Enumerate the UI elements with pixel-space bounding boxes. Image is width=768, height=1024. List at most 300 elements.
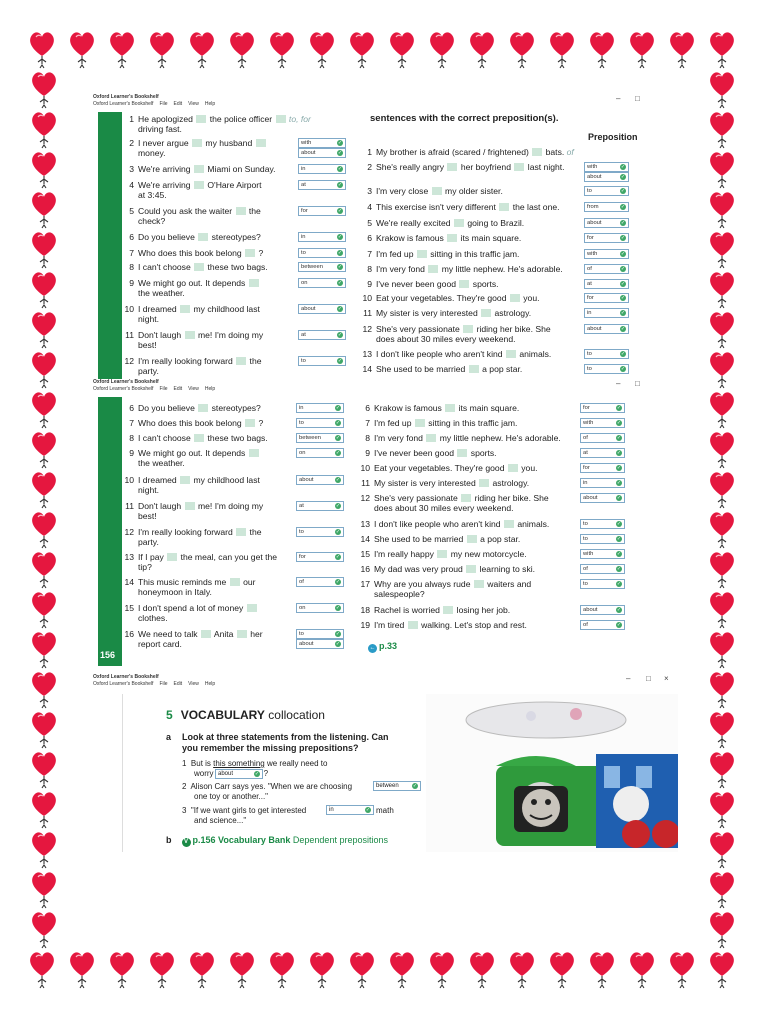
answer-field[interactable]: in ✓ (584, 308, 629, 318)
item-text-line2: party. (138, 366, 159, 376)
blank-gap (532, 148, 542, 156)
blank-gap (194, 263, 204, 271)
item-text: He apologized the police officer to, for (138, 114, 311, 124)
window-1 (90, 92, 650, 379)
item-text: I'm really looking forward the (138, 356, 262, 366)
check-icon: ✓ (620, 351, 626, 357)
blank-gap (237, 630, 247, 638)
page-edge (122, 694, 123, 852)
answer-field[interactable]: about ✓ (298, 304, 346, 314)
check-icon: ✓ (620, 295, 626, 301)
blank-gap (185, 331, 195, 339)
item-number: 8 (129, 262, 134, 272)
check-icon: ✓ (620, 220, 626, 226)
close-button[interactable]: × (664, 674, 669, 683)
check-icon: ✓ (337, 208, 343, 214)
answer-field[interactable]: to ✓ (298, 356, 346, 366)
answer-field[interactable]: about ✓ (296, 639, 344, 649)
page-link[interactable]: ← p.33 (369, 641, 398, 651)
item-text: We're arriving O'Hare Airport (138, 180, 262, 190)
menu-help[interactable]: Help (204, 101, 216, 107)
check-icon: ✓ (365, 807, 371, 813)
heart-icon (626, 28, 658, 76)
heart-icon (346, 948, 378, 996)
item-number: 11 (125, 501, 134, 511)
check-icon: ✓ (616, 420, 622, 426)
blank-gap (249, 279, 259, 287)
heart-icon (226, 28, 258, 76)
blank-gap (408, 621, 418, 629)
answer-field[interactable]: at ✓ (296, 501, 344, 511)
item-number: 10 (124, 304, 134, 314)
answer-field[interactable]: of ✓ (580, 433, 625, 443)
item-text: Who does this book belong ? (138, 418, 264, 428)
statement-1-line2: worry ? (194, 769, 269, 778)
blank-gap (201, 630, 211, 638)
item-number: 10 (360, 463, 370, 473)
item-text: I don't spend a lot of money (138, 603, 258, 613)
exercise-item (358, 162, 598, 172)
check-icon: ✓ (620, 266, 626, 272)
blank-gap (432, 187, 442, 195)
answer-field[interactable]: from ✓ (584, 202, 629, 212)
answer-field[interactable]: to ✓ (584, 364, 629, 374)
item-text: She's very passionate riding her bike. She (374, 493, 549, 503)
answer-field[interactable]: at ✓ (584, 279, 629, 289)
blank-gap (167, 553, 177, 561)
item-number: 6 (365, 403, 370, 413)
item-text-line2: best! (138, 340, 157, 350)
check-icon: ✓ (337, 140, 343, 146)
exercise-item (356, 448, 596, 458)
menu-edit[interactable]: Edit (173, 386, 183, 392)
check-icon: ✓ (616, 566, 622, 572)
minimize-button[interactable]: – (626, 674, 631, 683)
blank-gap (417, 250, 427, 258)
check-icon: ✓ (620, 281, 626, 287)
heart-icon (426, 28, 458, 76)
item-text-line2: driving fast. (138, 124, 182, 134)
blank-gap (428, 265, 438, 273)
item-text: Why are you always rude waiters and (374, 579, 532, 589)
answer-field[interactable]: for ✓ (296, 552, 344, 562)
heart-icon (666, 948, 698, 996)
blank-gap (445, 404, 455, 412)
blank-gap (236, 207, 246, 215)
item-number: 11 (363, 308, 372, 318)
handwritten-answer: to, for (286, 114, 311, 124)
answer-field[interactable]: about ✓ (584, 324, 629, 334)
check-icon: ✓ (616, 607, 622, 613)
heart-icon (306, 28, 338, 76)
answer-field[interactable]: with ✓ (298, 138, 346, 148)
menu-file[interactable]: File (159, 681, 168, 687)
exercise-item (356, 403, 596, 413)
blank-gap (454, 219, 464, 227)
item-number: 7 (129, 418, 134, 428)
heart-icon (346, 28, 378, 76)
check-icon: ✓ (616, 495, 622, 501)
check-icon: ✓ (616, 480, 622, 486)
item-text: Don't laugh me! I'm doing my (138, 330, 264, 340)
blank-gap (457, 449, 467, 457)
heart-icon (506, 28, 538, 76)
item-text: My brother is afraid (scared / frightened) bats. of (376, 147, 574, 157)
item-text: We're arriving Miami on Sunday. (138, 164, 276, 174)
check-icon: ✓ (337, 306, 343, 312)
check-icon: ✓ (335, 420, 341, 426)
answer-field[interactable]: in ✓ (298, 232, 346, 242)
answer-field[interactable]: to ✓ (584, 186, 629, 196)
item-text: If I pay the meal, can you get the (138, 552, 278, 562)
item-text: I'm very close my older sister. (376, 186, 503, 196)
item-number: 12 (360, 493, 370, 503)
item-number: 9 (365, 448, 370, 458)
check-icon: ✓ (620, 204, 626, 210)
menu-edit[interactable]: Edit (173, 681, 183, 687)
item-number: 8 (129, 433, 134, 443)
statement-3-line2: and science..." (194, 816, 247, 825)
exercise-item (358, 279, 598, 289)
answer-field[interactable]: to ✓ (580, 579, 625, 589)
answer-field[interactable]: to ✓ (296, 527, 344, 537)
answer-field[interactable]: for ✓ (584, 293, 629, 303)
menu-help[interactable]: Help (204, 681, 216, 687)
item-number: 14 (362, 364, 372, 374)
item-text: I don't like people who aren't kind animals. (376, 349, 552, 359)
heart-icon (426, 948, 458, 996)
item-number: 14 (124, 577, 134, 587)
answer-field[interactable]: to ✓ (584, 349, 629, 359)
blank-gap (198, 404, 208, 412)
check-icon: ✓ (335, 605, 341, 611)
page-number: 156 (100, 650, 116, 660)
item-text: I'm fed up sitting in this traffic jam. (374, 418, 518, 428)
item-number: 11 (361, 478, 370, 488)
item-text: I never argue my husband (138, 138, 267, 148)
answer-field[interactable]: to ✓ (580, 519, 625, 529)
check-icon: ✓ (335, 554, 341, 560)
answer-field[interactable]: for ✓ (298, 206, 346, 216)
item-text: Rachel is worried losing her job. (374, 605, 511, 615)
answer-field[interactable]: of ✓ (580, 620, 625, 630)
window-title: Oxford Learner's Bookshelf (93, 94, 159, 100)
answer-field[interactable]: with ✓ (580, 549, 625, 559)
item-text: She used to be married a pop star. (376, 364, 523, 374)
blank-gap (194, 434, 204, 442)
blank-gap (504, 520, 514, 528)
menu-app[interactable]: Oxford Learner's Bookshelf (93, 386, 154, 392)
heart-icon (386, 948, 418, 996)
blank-gap (276, 115, 286, 123)
check-icon: ✓ (337, 234, 343, 240)
blank-gap (466, 565, 476, 573)
exercise-header: sentences with the correct preposition(s). (370, 113, 559, 124)
check-icon: ✓ (335, 529, 341, 535)
answer-field[interactable]: to ✓ (296, 418, 344, 428)
item-number: 13 (360, 519, 370, 529)
item-text: I can't choose these two bags. (138, 433, 268, 443)
answer-field[interactable]: about ✓ (296, 475, 344, 485)
answer-field[interactable]: in ✓ (296, 403, 344, 413)
heart-icon (266, 28, 298, 76)
item-text: I'm tired walking. Let's stop and rest. (374, 620, 527, 630)
toy-picture (426, 694, 678, 852)
blank-gap (180, 476, 190, 484)
vocab-bank-link[interactable]: V p.156 Vocabulary Bank (182, 835, 291, 845)
item-number: 4 (367, 202, 372, 212)
heart-icon (546, 948, 578, 996)
heart-icon (66, 28, 98, 76)
item-text: This exercise isn't very different the last one. (376, 202, 560, 212)
check-icon: ✓ (620, 164, 626, 170)
item-number: 3 (367, 186, 372, 196)
answer-field[interactable]: on ✓ (296, 448, 344, 458)
check-icon: ✓ (337, 358, 343, 364)
answer-field[interactable]: at ✓ (580, 448, 625, 458)
check-icon: ✓ (337, 264, 343, 270)
heart-icon (626, 948, 658, 996)
item-text: My dad was very proud learning to ski. (374, 564, 536, 574)
check-icon: ✓ (337, 182, 343, 188)
answer-field[interactable]: for ✓ (580, 403, 625, 413)
answer-field[interactable]: in ✓ (326, 805, 374, 815)
arrow-icon: V (182, 838, 191, 847)
item-number: 2 (367, 162, 372, 172)
answer-field[interactable]: between ✓ (298, 262, 346, 272)
item-text: Who does this book belong ? (138, 248, 264, 258)
exercise-item (356, 463, 596, 473)
item-text-line2: money. (138, 148, 166, 158)
item-number: 6 (367, 233, 372, 243)
section-heading: 5 VOCABULARY collocation (166, 708, 325, 722)
item-number: 1 (129, 114, 134, 124)
answer-field[interactable]: in ✓ (298, 164, 346, 174)
blank-gap (461, 494, 471, 502)
question-b: b V p.156 Vocabulary Bank Dependent prepositions (166, 835, 388, 845)
item-text-line2: check? (138, 216, 166, 226)
exercise-item (356, 433, 596, 443)
blank-gap (245, 249, 255, 257)
item-text: I'm really happy my new motorcycle. (374, 549, 527, 559)
check-icon: ✓ (335, 641, 341, 647)
check-icon: ✓ (335, 450, 341, 456)
item-text-line2: clothes. (138, 613, 168, 623)
item-number: 9 (129, 278, 134, 288)
item-text-line2: the weather. (138, 458, 185, 468)
answer-field[interactable]: with ✓ (584, 249, 629, 259)
answer-field[interactable]: to ✓ (296, 629, 344, 639)
blank-gap (198, 233, 208, 241)
item-number: 14 (360, 534, 370, 544)
item-number: 6 (129, 232, 134, 242)
item-number: 12 (124, 527, 134, 537)
menu-file[interactable]: File (159, 101, 168, 107)
check-icon: ✓ (616, 551, 622, 557)
heart-icon (226, 948, 258, 996)
item-number: 13 (124, 552, 134, 562)
blank-gap (236, 357, 246, 365)
item-text-line2: does about 30 miles every weekend. (376, 334, 516, 344)
maximize-button[interactable]: □ (635, 94, 640, 103)
item-text: We might go out. It depends (138, 448, 260, 458)
item-text: I dreamed my childhood last (138, 475, 260, 485)
blank-gap (459, 280, 469, 288)
answer-field[interactable]: at ✓ (298, 330, 346, 340)
item-text-line2: night. (138, 485, 160, 495)
heart-icon (466, 28, 498, 76)
menu-view[interactable]: View (188, 386, 199, 392)
item-text: I've never been good sports. (374, 448, 497, 458)
handwritten-answer: of (564, 147, 574, 157)
check-icon: ✓ (620, 188, 626, 194)
item-text: Eat your vegetables. They're good you. (376, 293, 540, 303)
blank-gap (192, 139, 202, 147)
heart-icon (106, 28, 138, 76)
statement-3: 3 "If we want girls to get interested (182, 806, 307, 815)
item-number: 15 (360, 549, 370, 559)
answer-field[interactable]: at ✓ (298, 180, 346, 190)
blank-gap (467, 535, 477, 543)
exercise-item (358, 308, 598, 318)
blank-gap (426, 434, 436, 442)
heart-icon (28, 908, 60, 956)
item-text: Do you believe stereotypes? (138, 403, 261, 413)
maximize-button[interactable]: □ (635, 379, 640, 388)
answer-field[interactable]: with ✓ (580, 418, 625, 428)
page-side-bar (98, 112, 122, 379)
item-text: She's really angry her boyfriend last night. (376, 162, 565, 172)
item-number: 7 (129, 248, 134, 258)
exercise-item (356, 579, 596, 599)
exercise-item (356, 534, 596, 544)
answer-field[interactable]: about ✓ (584, 218, 629, 228)
answer-field[interactable]: of ✓ (584, 264, 629, 274)
item-text-line2: tip? (138, 562, 152, 572)
answer-field[interactable]: between ✓ (373, 781, 421, 791)
menu-view[interactable]: View (188, 681, 199, 687)
item-text: We might go out. It depends (138, 278, 260, 288)
item-number: 2 (129, 138, 134, 148)
menu-file[interactable]: File (159, 386, 168, 392)
item-text: We need to talk Anita her (138, 629, 263, 639)
check-icon: ✓ (337, 250, 343, 256)
check-icon: ✓ (616, 405, 622, 411)
item-text-line2: night. (138, 314, 160, 324)
heart-icon (306, 948, 338, 996)
answer-field[interactable]: about ✓ (215, 769, 263, 779)
statement-1: 1 But is this something we really need to (182, 759, 328, 768)
item-text: I've never been good sports. (376, 279, 499, 289)
exercise-item (358, 233, 598, 243)
check-icon: ✓ (616, 622, 622, 628)
answer-field[interactable]: between ✓ (296, 433, 344, 443)
menu-edit[interactable]: Edit (173, 101, 183, 107)
minimize-button[interactable]: – (616, 379, 621, 388)
check-icon: ✓ (616, 465, 622, 471)
answer-field[interactable]: about ✓ (298, 148, 346, 158)
check-icon: ✓ (254, 771, 260, 777)
item-number: 10 (362, 293, 372, 303)
item-text: I'm very fond my little nephew. He's adorable. (376, 264, 563, 274)
exercise-item (358, 264, 598, 274)
check-icon: ✓ (616, 521, 622, 527)
answer-field[interactable]: with ✓ (584, 162, 629, 172)
item-text: Don't laugh me! I'm doing my (138, 501, 264, 511)
item-text: Eat your vegetables. They're good you. (374, 463, 538, 473)
item-text: This music reminds me our (138, 577, 256, 587)
item-text: I can't choose these two bags. (138, 262, 268, 272)
answer-field[interactable]: to ✓ (580, 534, 625, 544)
item-text-line2: at 3:45. (138, 190, 167, 200)
blank-gap (249, 449, 259, 457)
blank-gap (185, 502, 195, 510)
answer-field[interactable]: in ✓ (580, 478, 625, 488)
exercise-item (358, 218, 598, 228)
blank-gap (474, 580, 484, 588)
blank-gap (236, 528, 246, 536)
heart-icon (466, 948, 498, 996)
answer-field[interactable]: on ✓ (296, 603, 344, 613)
minimize-button[interactable]: – (616, 94, 621, 103)
maximize-button[interactable]: □ (646, 674, 651, 683)
menu-view[interactable]: View (188, 101, 199, 107)
item-text: I'm fed up sitting in this traffic jam. (376, 249, 520, 259)
check-icon: ✓ (616, 450, 622, 456)
item-number: 11 (125, 330, 134, 340)
menu-app[interactable]: Oxford Learner's Bookshelf (93, 681, 154, 687)
blank-gap (514, 163, 524, 171)
answer-field[interactable]: about ✓ (580, 605, 625, 615)
answer-field[interactable]: of ✓ (580, 564, 625, 574)
answer-field[interactable]: about ✓ (580, 493, 625, 503)
blank-gap (230, 578, 240, 586)
item-number: 8 (365, 433, 370, 443)
page-side-bar (98, 397, 122, 666)
item-number: 6 (129, 403, 134, 413)
blank-gap (196, 115, 206, 123)
exercise-item (358, 186, 598, 196)
item-number: 4 (129, 180, 134, 190)
heart-icon (266, 948, 298, 996)
blank-gap (180, 305, 190, 313)
heart-icon (666, 28, 698, 76)
answer-field[interactable]: of ✓ (296, 577, 344, 587)
answer-field[interactable]: for ✓ (584, 233, 629, 243)
check-icon: ✓ (337, 280, 343, 286)
heart-icon (506, 948, 538, 996)
item-text: My sister is very interested astrology. (376, 308, 532, 318)
blank-gap (463, 325, 473, 333)
exercise-item (358, 249, 598, 259)
item-text: She's very passionate riding her bike. She (376, 324, 551, 334)
item-number: 12 (362, 324, 372, 334)
menu-app[interactable]: Oxford Learner's Bookshelf (93, 101, 154, 107)
item-text: My sister is very interested astrology. (374, 478, 530, 488)
menu-help[interactable]: Help (204, 386, 216, 392)
check-icon: ✓ (620, 235, 626, 241)
window-2 (90, 379, 650, 666)
answer-field[interactable]: to ✓ (298, 248, 346, 258)
answer-field[interactable]: for ✓ (580, 463, 625, 473)
exercise-item (356, 478, 596, 488)
item-number: 9 (129, 448, 134, 458)
heart-icon (706, 908, 738, 956)
blank-gap (508, 464, 518, 472)
title-bar (90, 674, 678, 694)
answer-field[interactable]: on ✓ (298, 278, 346, 288)
answer-field[interactable]: about ✓ (584, 172, 629, 182)
